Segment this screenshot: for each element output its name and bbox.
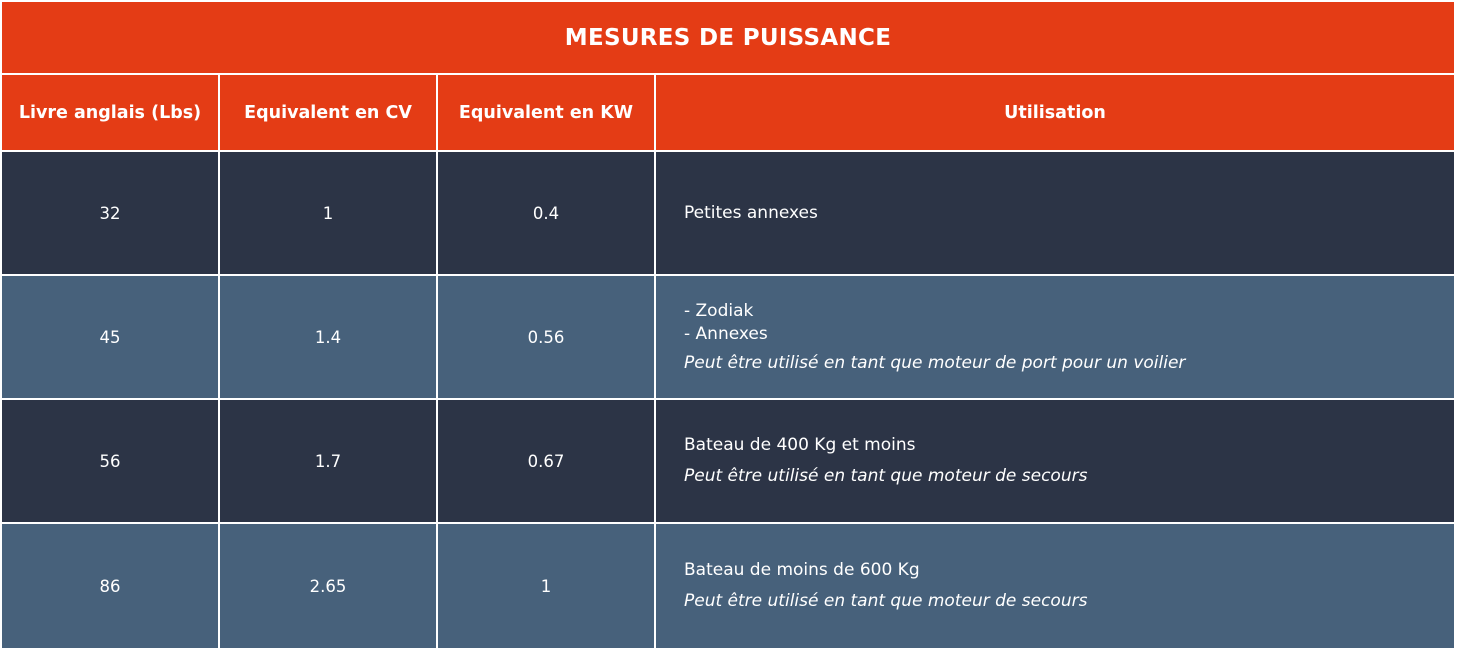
cell-lbs: 86	[2, 524, 218, 648]
header-usage: Utilisation	[656, 75, 1454, 150]
usage-line: Bateau de 400 Kg et moins	[684, 435, 916, 455]
usage-note: Peut être utilisé en tant que moteur de secours	[684, 591, 1088, 611]
cell-lbs: 45	[2, 276, 218, 398]
cell-cv: 1	[220, 152, 436, 274]
usage-line: - Zodiak	[684, 300, 754, 321]
cell-lbs: 32	[2, 152, 218, 274]
cell-kw: 0.4	[438, 152, 654, 274]
usage-line: Bateau de moins de 600 Kg	[684, 560, 920, 580]
power-table	[2, 2, 1456, 654]
usage-note: Peut être utilisé en tant que moteur de secours	[684, 466, 1088, 486]
usage-line: - Annexes	[684, 323, 768, 344]
cell-cv: 1.7	[220, 400, 436, 522]
usage-line: Petites annexes	[684, 202, 818, 223]
cell-kw: 0.67	[438, 400, 654, 522]
cell-cv: 1.4	[220, 276, 436, 398]
cell-cv: 2.65	[220, 524, 436, 648]
cell-usage	[656, 524, 1454, 648]
cell-kw: 1	[438, 524, 654, 648]
header-kw: Equivalent en KW	[438, 75, 654, 150]
cell-lbs: 56	[2, 400, 218, 522]
header-cv: Equivalent en CV	[220, 75, 436, 150]
cell-usage	[656, 400, 1454, 522]
cell-kw: 0.56	[438, 276, 654, 398]
header-lbs: Livre anglais (Lbs)	[2, 75, 218, 150]
table-title: MESURES DE PUISSANCE	[2, 2, 1454, 73]
cell-usage	[656, 276, 1454, 398]
usage-note: Peut être utilisé en tant que moteur de port pour un voilier	[684, 352, 1186, 373]
cell-usage	[656, 152, 1454, 274]
